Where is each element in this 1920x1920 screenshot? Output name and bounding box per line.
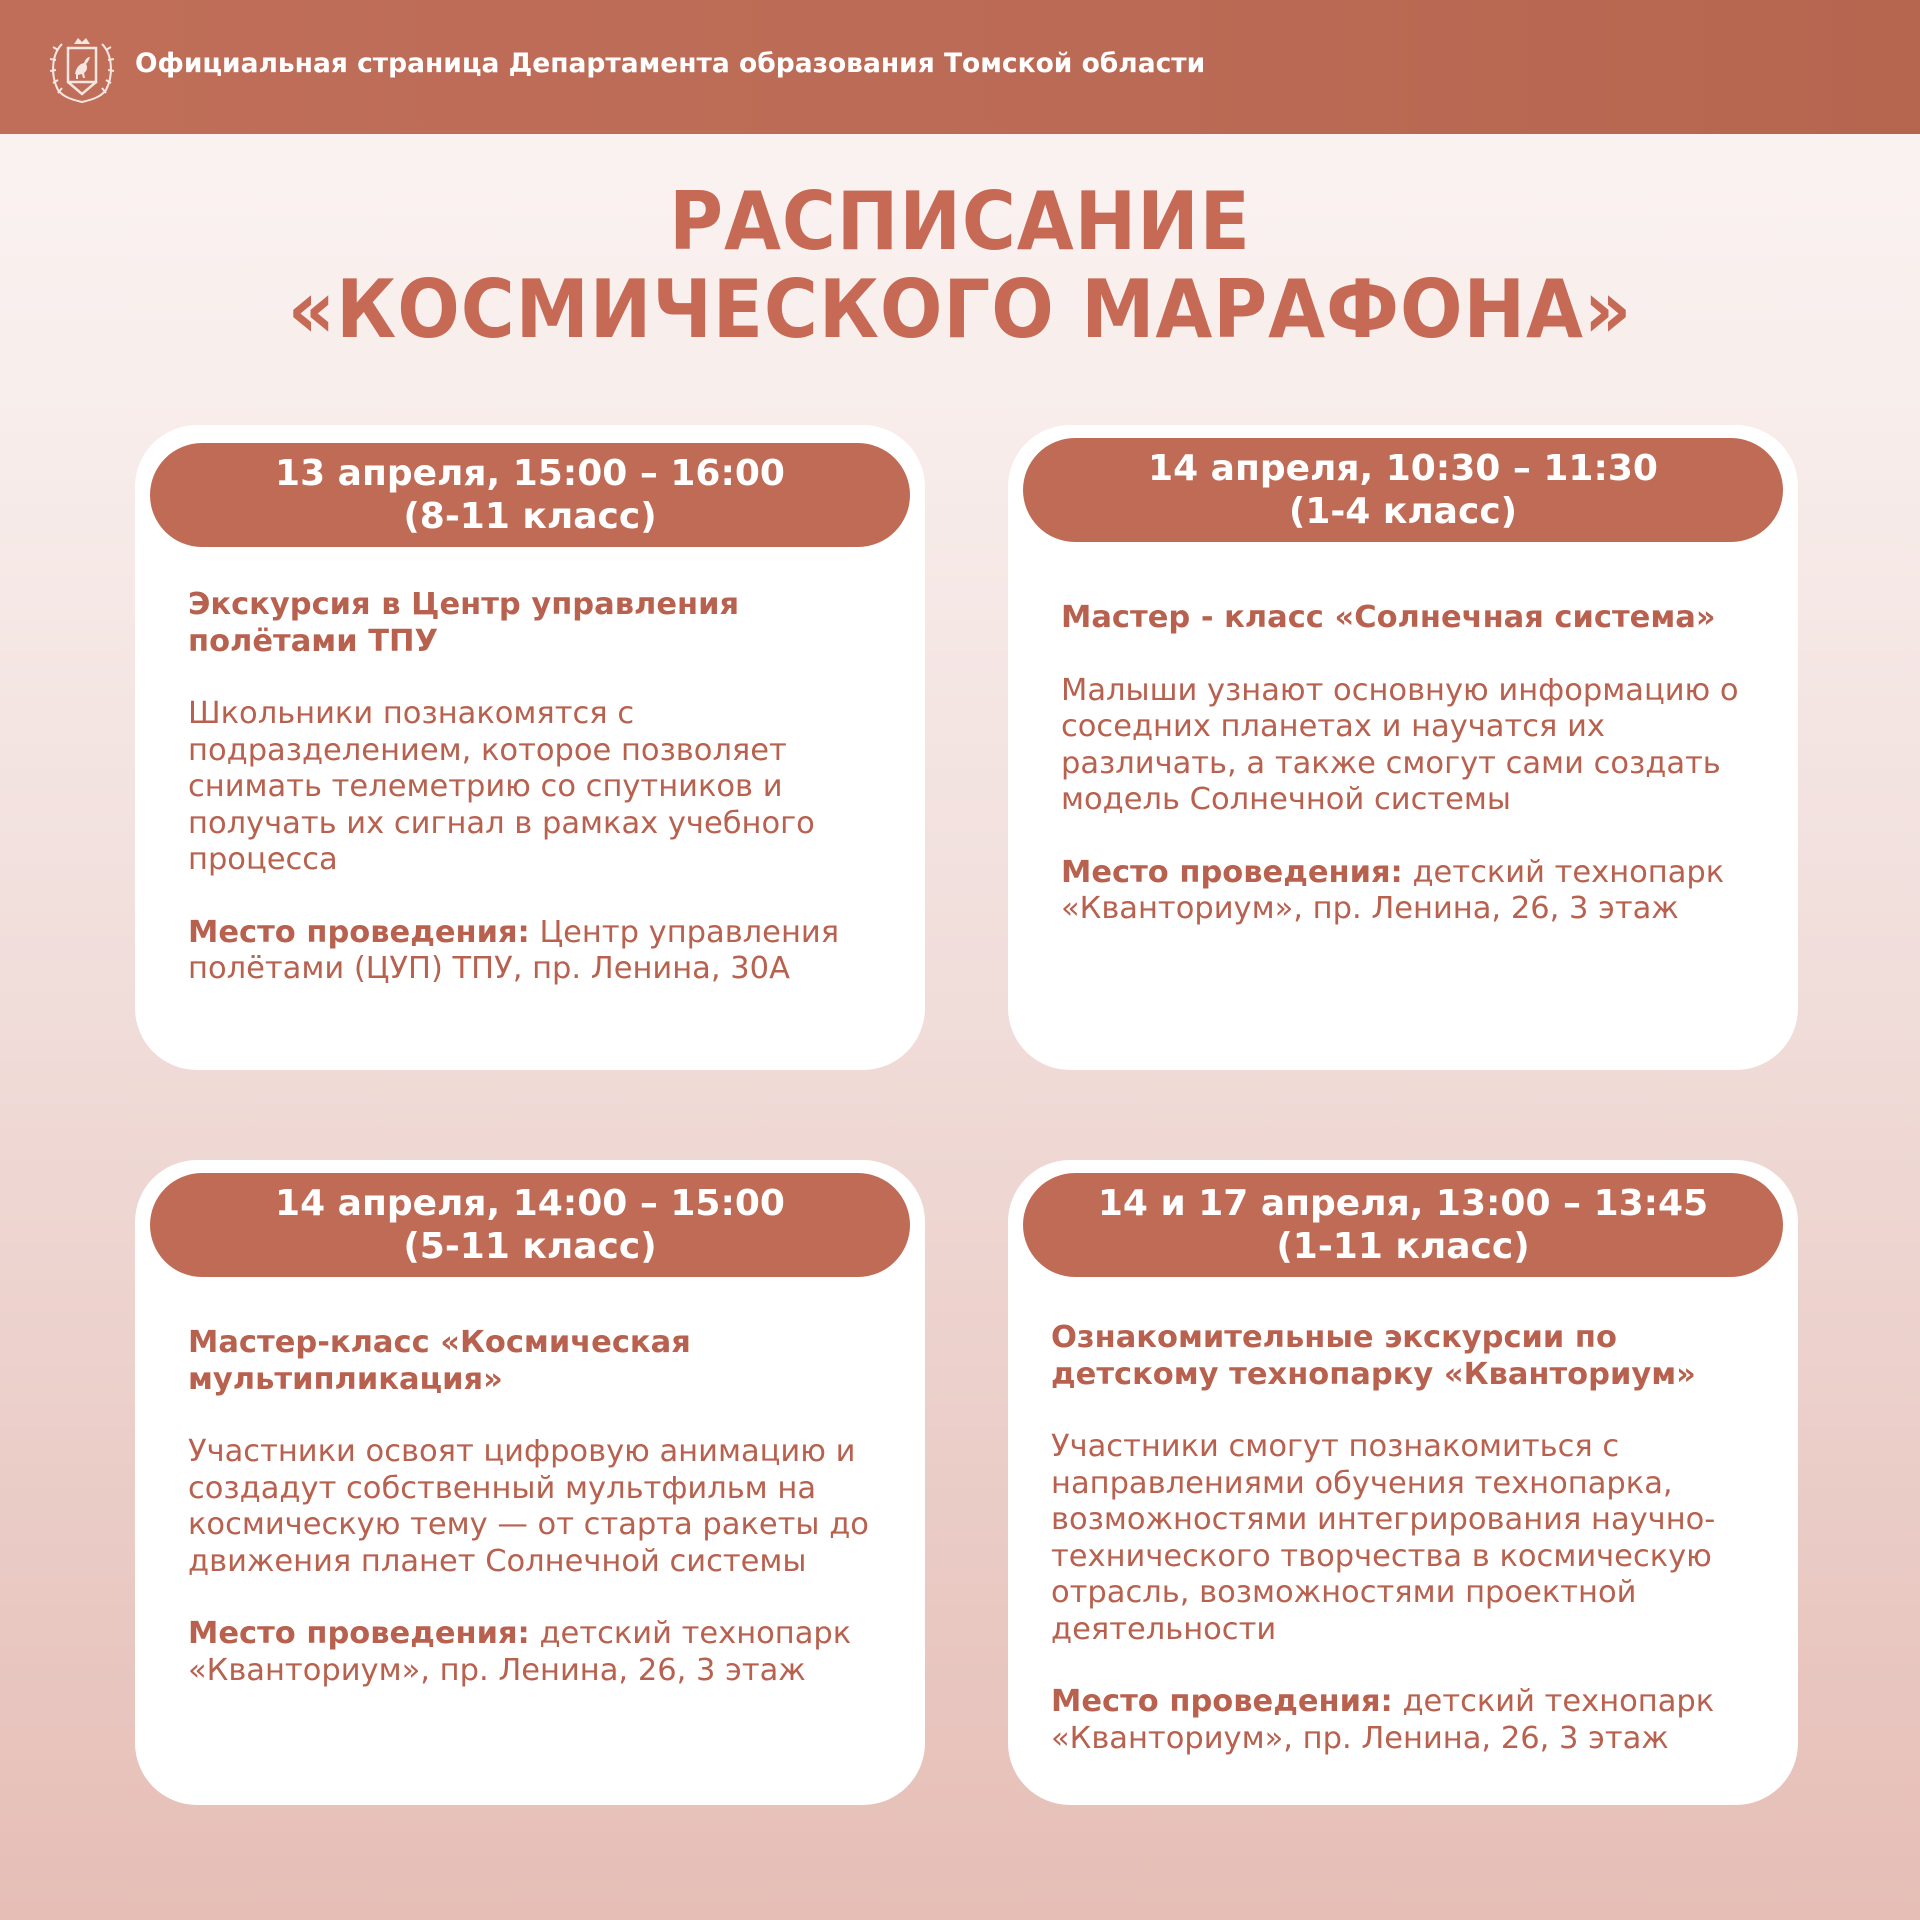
event-description: Участники смогут познакомиться с направлениями обучения технопарка, возможностями интегрирования научно-технического творчества в космическую отрасль, возможностями проектной деятельности [1051, 1429, 1716, 1647]
event-grades: (5-11 класс) [403, 1226, 657, 1267]
event-place-label: Место проведения: [1061, 854, 1403, 890]
event-place [188, 1616, 885, 1689]
event-place-value: детский технопарк «Кванториум», пр. Ленина, 26, 3 этаж [1051, 1684, 1715, 1756]
event-date-time: 14 апреля, 14:00 – 15:00 [275, 1183, 785, 1224]
event-place-label: Место проведения: [1051, 1684, 1393, 1719]
event-card [1008, 425, 1798, 1070]
event-title: Мастер-класс «Космическая мультипликация» [188, 1325, 691, 1397]
event-content [188, 587, 885, 988]
page-title-line-2: «КОСМИЧЕСКОГО МАРАФОНА» [287, 263, 1633, 356]
header-title: Официальная страница Департамента образования Томской области [135, 48, 1206, 79]
event-date-time: 13 апреля, 15:00 – 16:00 [275, 453, 785, 494]
event-place-label: Место проведения: [188, 914, 530, 950]
event-title: Экскурсия в Центр управления полётами ТПУ [188, 587, 740, 659]
event-content [188, 1325, 885, 1689]
event-date-pill [1023, 438, 1783, 542]
event-description: Участники освоят цифровую анимацию и создадут собственный мультфильм на космическую тему — от старта ракеты до движения планет Солнечной системы [188, 1434, 869, 1579]
event-description: Школьники познакомятся с подразделением, которое позволяет снимать телеметрию со спутников и получать их сигнал в рамках учебного процесса [188, 696, 815, 877]
event-place-label: Место проведения: [188, 1616, 530, 1651]
header-bar [0, 0, 1920, 134]
event-place [1051, 1684, 1758, 1757]
event-date-pill [1023, 1173, 1783, 1277]
event-title: Мастер - класс «Солнечная система» [1061, 600, 1716, 635]
event-place-value: детский технопарк «Кванториум», пр. Ленина, 26, 3 этаж [1061, 854, 1725, 926]
event-grades: (8-11 класс) [403, 496, 657, 537]
event-description: Малыши узнают основную информацию о соседних планетах и научатся их различать, а также смогут сами создать модель Солнечной системы [1061, 672, 1739, 817]
event-content [1051, 1320, 1758, 1757]
event-title: Ознакомительные экскурсии по детскому технопарку «Кванториум» [1051, 1320, 1696, 1392]
event-content [1061, 600, 1758, 928]
tomsk-region-coat-of-arms-icon [44, 30, 120, 106]
event-place [1061, 855, 1758, 928]
event-card [1008, 1160, 1798, 1805]
event-place-value: Центр управления полётами (ЦУП) ТПУ, пр. Ленина, 30А [188, 914, 840, 986]
event-card [135, 425, 925, 1070]
event-date-pill [150, 443, 910, 547]
event-date-time: 14 и 17 апреля, 13:00 – 13:45 [1097, 1183, 1709, 1224]
event-card [135, 1160, 925, 1805]
page-title [0, 175, 1920, 356]
event-date-time: 14 апреля, 10:30 – 11:30 [1148, 448, 1658, 489]
event-grades: (1-11 класс) [1276, 1226, 1530, 1267]
event-date-pill [150, 1173, 910, 1277]
event-place [188, 915, 885, 988]
page-title-line-1: РАСПИСАНИЕ [669, 175, 1251, 268]
event-place-value: детский технопарк «Кванториум», пр. Ленина, 26, 3 этаж [188, 1616, 852, 1688]
event-grades: (1-4 класс) [1288, 491, 1518, 532]
